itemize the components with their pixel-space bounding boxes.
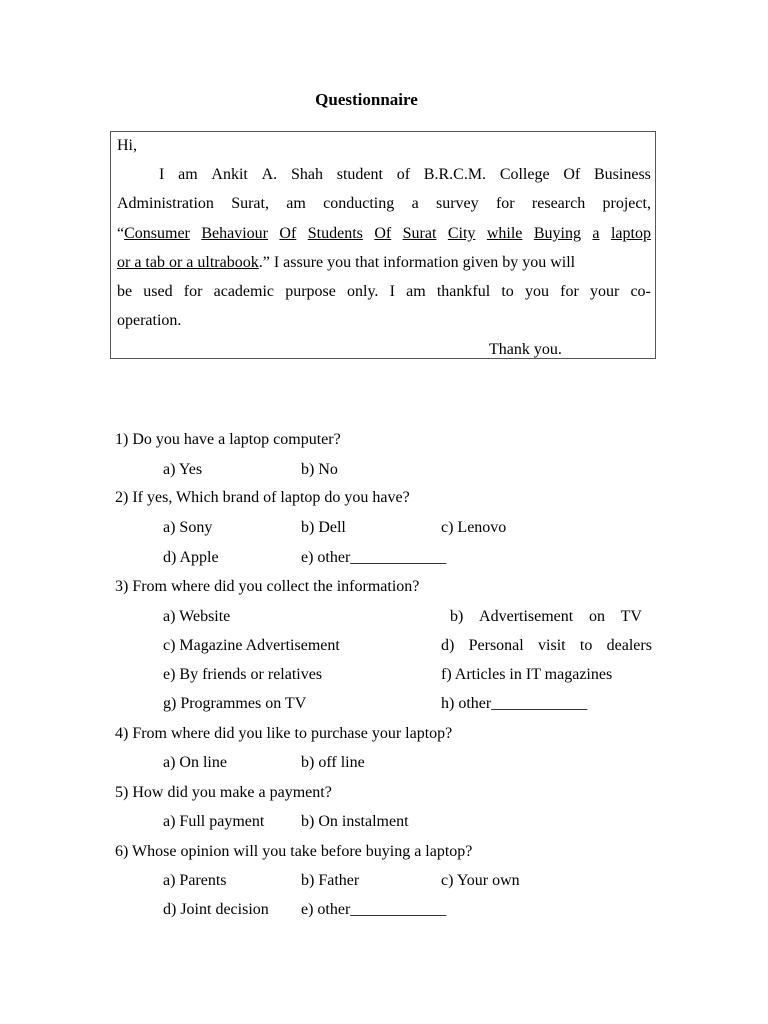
q2-option-a[interactable]: a) Sony	[163, 519, 213, 536]
survey-title-part-2: or a tab or a ultrabook	[117, 254, 259, 271]
q5-option-b[interactable]: b) On instalment	[301, 813, 409, 830]
question-2: 2) If yes, Which brand of laptop do you have?	[115, 489, 410, 506]
question-6: 6) Whose opinion will you take before buying a laptop?	[115, 843, 473, 860]
question-5: 5) How did you make a payment?	[115, 784, 332, 801]
q3-option-d[interactable]: d) Personal visit to dealers	[441, 637, 652, 654]
page-title: Questionnaire	[315, 90, 418, 109]
intro-line-1: I am Ankit A. Shah student of B.R.C.M. College Of Business	[159, 166, 651, 183]
question-4: 4) From where did you like to purchase your laptop?	[115, 725, 453, 742]
q3-option-a[interactable]: a) Website	[163, 608, 231, 625]
question-1: 1) Do you have a laptop computer?	[115, 431, 341, 448]
intro-greeting: Hi,	[117, 137, 137, 154]
intro-line-6: operation.	[117, 312, 182, 329]
q4-option-b[interactable]: b) off line	[301, 754, 365, 771]
survey-title-part-1: Consumer Behaviour Of Students Of Surat City while Buying a laptop	[124, 225, 651, 242]
intro-signoff: Thank you.	[489, 341, 562, 358]
q1-option-a[interactable]: a) Yes	[163, 461, 203, 478]
q6-option-a[interactable]: a) Parents	[163, 872, 227, 889]
intro-line-5: be used for academic purpose only. I am thankful to you for your co-	[117, 283, 651, 300]
intro-line-4: or a tab or a ultrabook.” I assure you that information given by you will	[117, 254, 576, 271]
q6-option-b[interactable]: b) Father	[301, 872, 360, 889]
q1-option-b[interactable]: b) No	[301, 461, 338, 478]
q5-option-a[interactable]: a) Full payment	[163, 813, 265, 830]
q3-option-c[interactable]: c) Magazine Advertisement	[163, 637, 340, 654]
q3-option-e[interactable]: e) By friends or relatives	[163, 666, 323, 683]
q3-option-g[interactable]: g) Programmes on TV	[163, 695, 307, 712]
q6-option-e[interactable]: e) other____________	[301, 901, 447, 918]
question-3: 3) From where did you collect the information?	[115, 578, 420, 595]
q3-option-f[interactable]: f) Articles in IT magazines	[441, 666, 613, 683]
intro-box	[110, 131, 656, 359]
intro-line-2: Administration Surat, am conducting a survey for research project,	[117, 195, 651, 212]
q2-option-c[interactable]: c) Lenovo	[441, 519, 507, 536]
q2-option-b[interactable]: b) Dell	[301, 519, 346, 536]
q6-option-c[interactable]: c) Your own	[441, 872, 520, 889]
q2-option-d[interactable]: d) Apple	[163, 549, 219, 566]
q2-option-e[interactable]: e) other____________	[301, 549, 447, 566]
q4-option-a[interactable]: a) On line	[163, 754, 227, 771]
q3-option-h[interactable]: h) other____________	[441, 695, 588, 712]
q3-option-b[interactable]: b) Advertisement on TV	[450, 608, 642, 625]
intro-line-3: “ Consumer Behaviour Of Students Of Surat City while Buying a laptop	[117, 225, 651, 242]
q6-option-d[interactable]: d) Joint decision	[163, 901, 269, 918]
